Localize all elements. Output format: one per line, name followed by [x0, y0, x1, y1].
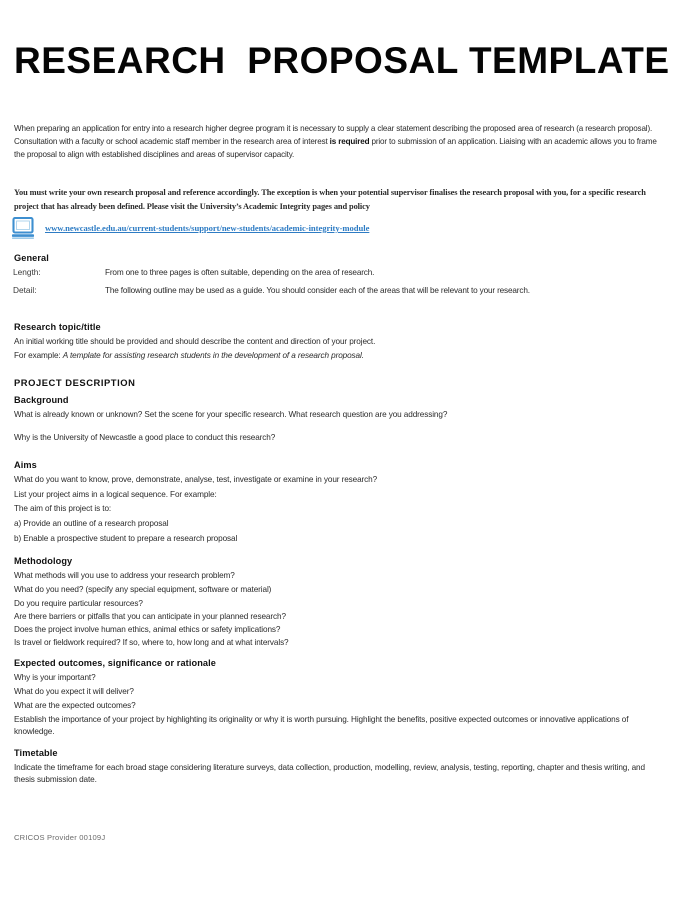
value-length: From one to three pages is often suitable, depending on the area of research.: [105, 268, 375, 277]
page-title: RESEARCH PROPOSAL TEMPLATE: [14, 40, 670, 81]
aims-line-2: List your project aims in a logical sequence. For example:: [14, 490, 217, 499]
intro-text-part2: prior to submission of an application. Liaising with an academic allows you to frame the proposal to align with established disciplines and areas of supervisor capacity.: [14, 137, 657, 160]
expected-outcomes-line-3: What are the expected outcomes?: [14, 701, 136, 710]
expected-outcomes-line-4: Establish the importance of your project by highlighting its originality or why it is worth pursuing. Highlight the benefits, positive expected outcomes or innovative applications of knowledge.: [14, 715, 629, 737]
section-heading-expected-outcomes: Expected outcomes, significance or rationale: [14, 658, 216, 668]
aims-line-1: What do you want to know, prove, demonstrate, analyse, test, investigate or examine in your research?: [14, 475, 378, 484]
methodology-line-3: Do you require particular resources?: [14, 599, 143, 608]
section-heading-methodology: Methodology: [14, 556, 73, 566]
section-heading-aims: Aims: [14, 460, 37, 470]
intro-text-bold: is required: [329, 137, 370, 147]
methodology-line-5: Does the project involve human ethics, animal ethics or safety implications?: [14, 625, 281, 634]
methodology-line-4: Are there barriers or pitfalls that you can anticipate in your planned research?: [14, 612, 286, 621]
intro-paragraph: [14, 122, 662, 161]
background-line-2: Why is the University of Newcastle a good place to conduct this research?: [14, 433, 276, 442]
integrity-notice: You must write your own research proposal and reference accordingly. The exception is when your potential supervisor finalises the research proposal with you, for a specific research project that has already been defined. Please visit the University’s Academic Integrity pages and policy: [14, 188, 646, 211]
timetable-line-1: Indicate the timeframe for each broad stage considering literature surveys, data collection, production, modelling, review, analysis, testing, reporting, chapter and thesis writing, and thesis submission date.: [14, 763, 645, 785]
intro-text-part1: When preparing an application for entry into a research higher degree program it is necessary to supply a clear statement describing the proposed area of research (a research proposal). Consultation with a faculty or school academic staff member in the research area of interest: [14, 124, 653, 147]
aims-line-5: b) Enable a prospective student to prepare a research proposal: [14, 534, 238, 543]
label-detail: Detail:: [13, 285, 37, 295]
research-topic-line-1: An initial working title should be provided and should describe the content and direction of your project.: [14, 337, 376, 346]
academic-integrity-link-row[interactable]: [10, 215, 369, 241]
methodology-line-2: What do you need? (specify any special equipment, software or material): [14, 585, 272, 594]
academic-integrity-url[interactable]: www.newcastle.edu.au/current-students/support/new-students/academic-integrity-module: [45, 223, 370, 233]
expected-outcomes-line-2: What do you expect it will deliver?: [14, 687, 134, 696]
research-topic-line-2: [14, 350, 662, 362]
background-line-1: What is already known or unknown? Set the scene for your specific research. What research question are you addressing?: [14, 410, 448, 419]
section-heading-general: General: [14, 253, 49, 263]
section-heading-project-description: PROJECT DESCRIPTION: [14, 377, 136, 388]
aims-line-4: a) Provide an outline of a research proposal: [14, 519, 169, 528]
monitor-icon: [10, 215, 36, 241]
section-heading-background: Background: [14, 395, 69, 405]
aims-line-3: The aim of this project is to:: [14, 504, 112, 513]
methodology-line-6: Is travel or fieldwork required? If so, where to, how long and at what intervals?: [14, 638, 289, 647]
methodology-line-1: What methods will you use to address your research problem?: [14, 571, 235, 580]
label-length: Length:: [13, 267, 41, 277]
research-topic-example-italic: A template for assisting research students in the development of a research proposal.: [62, 351, 364, 360]
expected-outcomes-line-1: Why is your important?: [14, 673, 96, 682]
cricos-provider-footer: CRICOS Provider 00109J: [14, 833, 106, 842]
research-topic-example-prefix: For example:: [14, 351, 63, 360]
value-detail: The following outline may be used as a guide. You should consider each of the areas that will be relevant to your research.: [105, 286, 530, 295]
section-heading-research-topic: Research topic/title: [14, 322, 101, 332]
section-heading-timetable: Timetable: [14, 748, 58, 758]
